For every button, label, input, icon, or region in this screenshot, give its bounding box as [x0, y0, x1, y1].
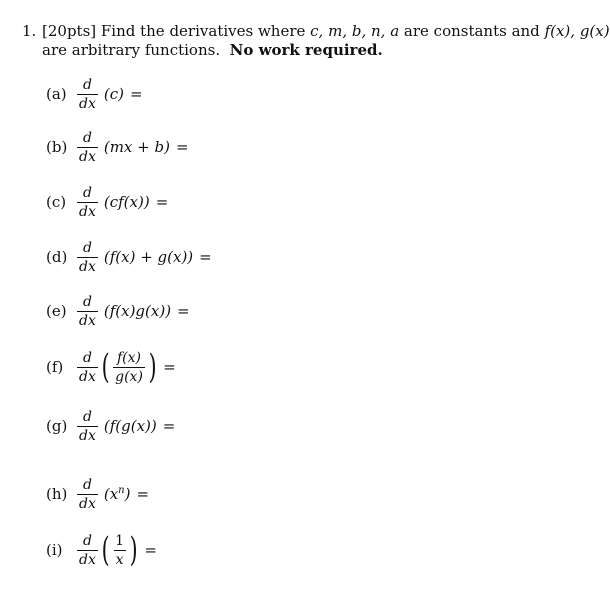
derivative-operator: $\frac{d}{dx}$ [79, 476, 96, 512]
part-label: (g) [46, 417, 68, 435]
part-label: (i) [46, 541, 63, 559]
equals-sign: = [177, 302, 190, 320]
part-label: (e) [46, 302, 67, 320]
problem-statement-line-2 [42, 41, 383, 60]
part-expression: (c) [103, 85, 124, 103]
numerator: f(x) [117, 349, 142, 366]
derivative-operator: $\frac{d}{dx}$ [79, 76, 96, 112]
problem-number: 1. [22, 22, 37, 40]
part-b [46, 125, 189, 169]
part-label: (a) [46, 85, 67, 103]
part-i [46, 526, 157, 574]
right-paren: ) [129, 530, 138, 570]
equals-sign: = [136, 485, 150, 503]
derivative-operator: $\frac{d}{dx}$ [79, 184, 96, 220]
equals-sign: = [155, 193, 169, 211]
part-expression: (f(x) + g(x)) [103, 248, 194, 266]
numerator: 1 [115, 532, 125, 549]
reciprocal-fraction [113, 534, 126, 567]
left-paren: ( [101, 347, 110, 387]
part-expression: (mx + b) [103, 138, 170, 156]
derivative-operator: $\frac{d}{dx}$ [79, 408, 96, 444]
equals-sign: = [163, 358, 176, 376]
part-a [46, 72, 143, 116]
derivative-operator: $\frac{d}{dx}$ [79, 532, 96, 568]
denominator: g(x) [115, 368, 143, 385]
part-h [46, 472, 149, 516]
part-label: (d) [46, 248, 68, 266]
derivative-operator: $\frac{d}{dx}$ [79, 293, 96, 329]
derivative-operator: $\frac{d}{dx}$ [79, 239, 96, 275]
equals-sign: = [175, 138, 189, 156]
part-label: (b) [46, 138, 68, 156]
equals-sign: = [129, 85, 143, 103]
left-paren: ( [101, 530, 110, 570]
no-work-required: No work required. [229, 41, 383, 59]
problem-statement-line-1 [22, 22, 610, 41]
derivative-operator: $\frac{d}{dx}$ [79, 129, 96, 165]
part-e [46, 289, 190, 333]
part-expression: (cf(x)) [103, 193, 150, 211]
problem-line2: are arbitrary functions. [42, 41, 221, 59]
part-d [46, 235, 212, 279]
part-c [46, 180, 168, 224]
part-label: (c) [46, 193, 67, 211]
quotient-fraction [113, 351, 145, 384]
equals-sign: = [162, 417, 176, 435]
part-expression: $(x^n)$ [103, 485, 131, 503]
exponent: n [118, 485, 125, 496]
part-expression: (f(x)g(x)) [103, 302, 172, 320]
part-f [46, 343, 176, 391]
denominator: x [115, 551, 124, 568]
problem-mid: are constants and [399, 22, 545, 40]
part-expression: (f(g(x)) [103, 417, 157, 435]
part-label: (f) [46, 358, 64, 376]
equals-sign: = [144, 541, 157, 559]
constants-list: c, m, b, n, a [310, 22, 400, 40]
part-g [46, 404, 175, 448]
right-paren: ) [148, 347, 157, 387]
part-label: (h) [46, 485, 68, 503]
problem-prefix: [20pts] Find the derivatives where [42, 22, 311, 40]
equals-sign: = [199, 248, 212, 266]
functions-list: f(x), g(x) [544, 22, 610, 40]
derivative-operator: $\frac{d}{dx}$ [79, 349, 96, 385]
